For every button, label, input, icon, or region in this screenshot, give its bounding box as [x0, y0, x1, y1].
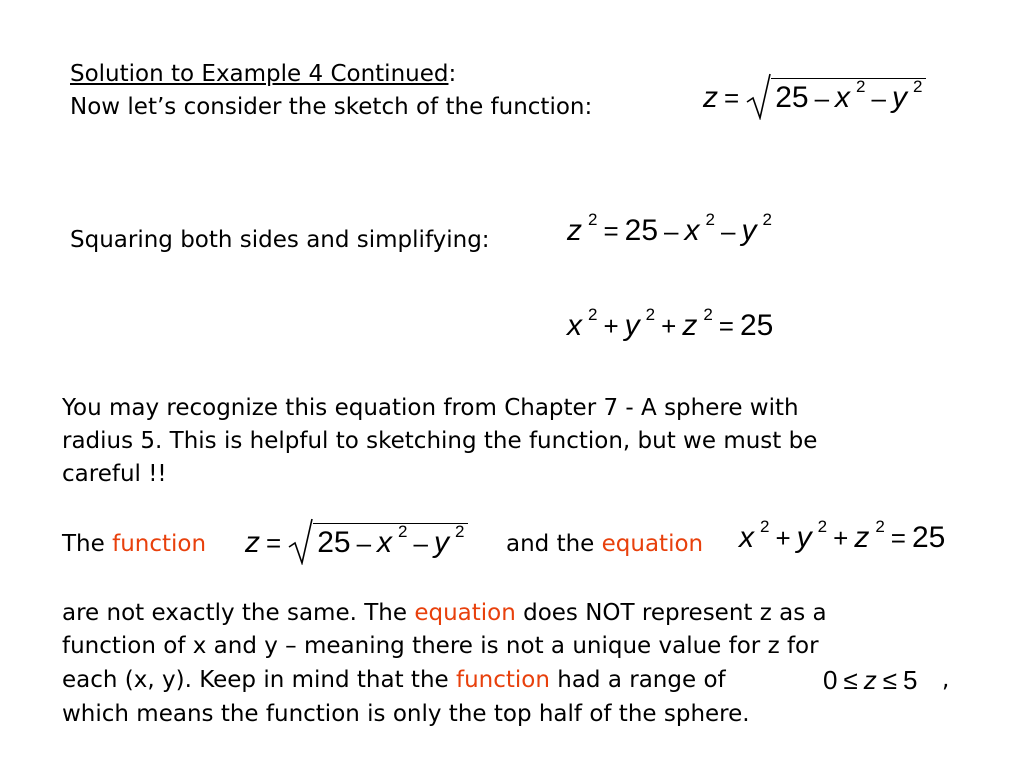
function-equation-inline: z = 25 – x $^2$ – y $^2$ — [245, 523, 468, 560]
squaring-label: Squaring both sides and simplifying: — [70, 227, 490, 253]
section-title: Solution to Example 4 Continued — [70, 61, 449, 87]
paragraph-1-line-2: radius 5. This is helpful to sketching the function, but we must be — [62, 428, 818, 454]
title-colon: : — [448, 61, 457, 87]
paragraph-2-line-2: function of x and y – meaning there is not a unique value for z for — [62, 633, 819, 659]
paragraph-1-line-1: You may recognize this equation from Chapter 7 - A sphere with — [62, 395, 799, 421]
paragraph-2-line-4: which means the function is only the top half of the sphere. — [62, 701, 750, 727]
heading-line-2: Now let’s consider the sketch of the function: — [70, 94, 593, 120]
sphere-equation: x $^2$ + y $^2$ + z $^2$ = 25 — [567, 305, 774, 342]
range-inequality: 0 ≤ z ≤ 5 — [823, 665, 918, 695]
compare-line-left: The function — [62, 531, 207, 557]
paragraph-2-line-1: are not exactly the same. The equation does NOT represent z as a — [62, 600, 827, 626]
function-equation-top: z = 25 – x $^2$ – y $^2$ — [703, 78, 926, 115]
equation-word: equation — [601, 531, 704, 557]
compare-line-middle: and the equation — [506, 531, 704, 557]
heading-line-1 — [70, 58, 456, 90]
squared-equation: z $^2$ = 25 – x $^2$ – y $^2$ — [567, 210, 772, 247]
function-word: function — [112, 531, 207, 557]
paragraph-1-line-3: careful !! — [62, 461, 167, 487]
sphere-equation-inline: x $^2$ + y $^2$ + z $^2$ = 25 — [739, 517, 946, 554]
range-trailing-comma: , — [942, 667, 950, 693]
paragraph-2-line-3: each (x, y). Keep in mind that the function had a range of — [62, 667, 726, 693]
